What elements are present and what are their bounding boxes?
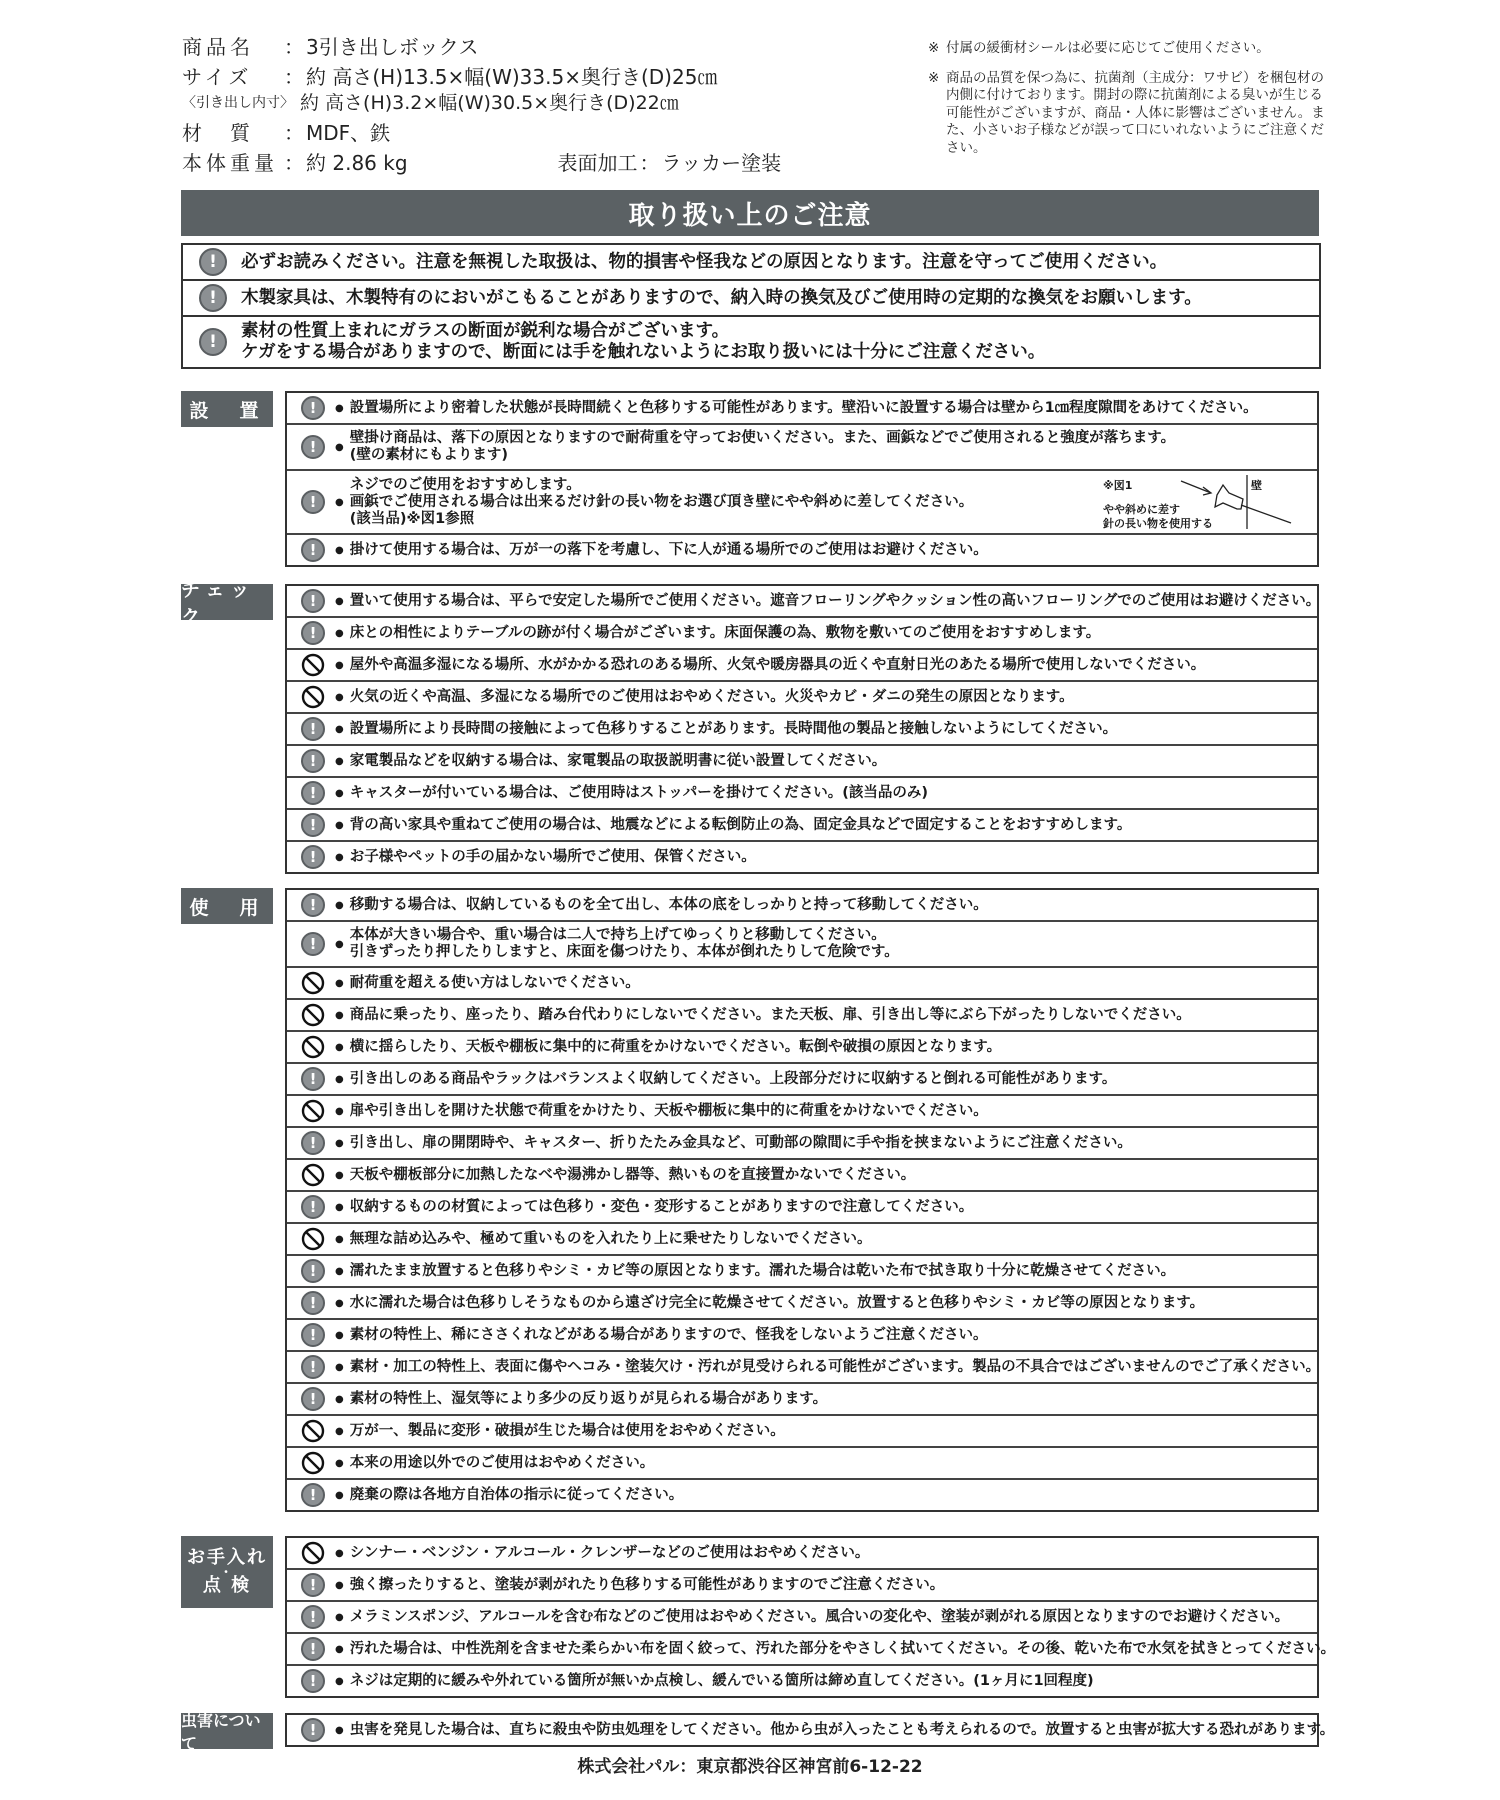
caution-row: ● 屋外や高温多湿になる場所、水がかかる恐れのある場所、火気や暖房器具の近くや直射日光のあたる場所で使用しないでください。: [287, 650, 1317, 682]
bullet: ●: [335, 899, 344, 911]
caution-row: ! ● 素材・加工の特性上、表面に傷やヘコみ・塗装欠け・汚れが見受けられる可能性がございます。製品の不具合ではございませんのでご了承ください。: [287, 1352, 1317, 1384]
caution-icon: !: [301, 1259, 325, 1283]
bullet: ●: [335, 755, 344, 767]
caution-icon: !: [301, 1718, 325, 1742]
pushpin-icon: [1173, 473, 1293, 529]
caution-row: ! ● 廃棄の際は各地方自治体の指示に従ってください。: [287, 1480, 1317, 1510]
spec-weight: 本体重量 ： 約 2.86 kg 表面加工 ： ラッカー塗装: [182, 151, 782, 175]
spec-drawer-inner: 〈引き出し内寸〉 約 高さ(H)3.2×幅(W)30.5×奥行き(D)22㎝: [182, 92, 679, 114]
notes: [928, 40, 1328, 169]
caution-icon: !: [301, 621, 325, 645]
bullet: ●: [335, 1489, 344, 1501]
caution-row: ! ● 虫害を発見した場合は、直ちに殺虫や防虫処理をしてください。他から虫が入ったことも考えられるので。放置すると虫害が拡大する恐れがあります。: [287, 1715, 1317, 1745]
caution-row: ! ● 設置場所により密着した状態が長時間続くと色移りする可能性があります。壁沿いに設置する場合は壁から1㎝程度隙間をあけてください。: [287, 393, 1317, 425]
caution-row: ! ● 濡れたまま放置すると色移りやシミ・カビ等の原因となります。濡れた場合は乾いた布で拭き取り十分に乾燥させてください。: [287, 1256, 1317, 1288]
bullet: ●: [335, 723, 344, 735]
caution-icon: !: [301, 845, 325, 869]
caution-row: ! ● 水に濡れた場合は色移りしそうなものから遠ざけ完全に乾燥させてください。放置すると色移りやシミ・カビ等の原因となります。: [287, 1288, 1317, 1320]
caution-icon: !: [301, 1195, 325, 1219]
bullet: ●: [335, 691, 344, 703]
caution-icon: !: [301, 1323, 325, 1347]
company-address: 株式会社パル：東京都渋谷区神宮前6-12-22: [577, 1757, 923, 1777]
caution-row: ● シンナー・ベンジン・アルコール・クレンザーなどのご使用はおやめください。: [287, 1538, 1317, 1570]
caution-icon: !: [301, 1387, 325, 1411]
bullet: ●: [335, 1073, 344, 1085]
caution-icon: !: [301, 1067, 325, 1091]
prohibited-icon: [301, 1035, 325, 1059]
caution-row: ● 扉や引き出しを開けた状態で荷重をかけたり、天板や棚板に集中的に荷重をかけないでください。: [287, 1096, 1317, 1128]
caution-row: ● 本来の用途以外でのご使用はおやめください。: [287, 1448, 1317, 1480]
bullet: ●: [335, 1361, 344, 1373]
caution-row: ! ● 壁掛け商品は、落下の原因となりますので耐荷重を守ってお使いください。また、画鋲などでご使用されると強度が落ちます。 (壁の素材にもよります): [287, 425, 1317, 471]
page-title: 取り扱い上のご注意: [181, 190, 1319, 236]
bullet: ●: [335, 1105, 344, 1117]
bullet: ●: [335, 977, 344, 989]
bullet: ●: [335, 1137, 344, 1149]
caution-icon: !: [301, 893, 325, 917]
caution-icon: !: [301, 1291, 325, 1315]
caution-icon: !: [301, 813, 325, 837]
prohibited-icon: [301, 1163, 325, 1187]
main-caution-row: ! 素材の性質上まれにガラスの断面が鋭利な場合がございます。 ケガをする場合がありますので、断面には手を触れないようにお取り扱いには十分にご注意ください。: [183, 317, 1319, 367]
caution-row: ! ● 素材の特性上、湿気等により多少の反り返りが見られる場合があります。: [287, 1384, 1317, 1416]
prohibited-icon: [301, 653, 325, 677]
caution-row: ! ● ネジでのご使用をおすすめします。 画鋲でご使用される場合は出来るだけ針の長い物をお選び頂き壁にやや斜めに差してください。 (該当品)※図1参照 ※図1 壁 やや斜めに差す 針の長い物を使用する: [287, 471, 1317, 535]
bullet: ●: [335, 627, 344, 639]
main-caution-row: ! 必ずお読みください。注意を無視した取扱は、物的損害や怪我などの原因となります。注意を守ってご使用ください。: [183, 245, 1319, 281]
caution-list: [285, 1713, 1335, 1747]
bullet: ●: [335, 441, 344, 453]
caution-row: ! ● ネジは定期的に緩みや外れている箇所が無いか点検し、緩んでいる箇所は締め直してください。(1ヶ月に1回程度): [287, 1666, 1317, 1696]
caution-icon: !: [301, 781, 325, 805]
prohibited-icon: [301, 1099, 325, 1123]
caution-row: ! ● 汚れた場合は、中性洗剤を含ませた柔らかい布を固く絞って、汚れた部分をやさしく拭いてください。その後、乾いた布で水気を拭きとってください。: [287, 1634, 1317, 1666]
bullet: ●: [335, 1724, 344, 1736]
bullet: ●: [335, 595, 344, 607]
main-cautions: [181, 243, 1321, 369]
caution-icon: !: [301, 749, 325, 773]
product-specs: [182, 32, 942, 178]
bullet: ●: [335, 496, 344, 508]
section-label: 設 置: [181, 391, 273, 427]
note-item: ※ 商品の品質を保つ為に、抗菌剤（主成分：ワサビ）を梱包材の内側に付けております。開封の際に抗菌剤による臭いが生じる可能性がございますが、商品・人体に影響はございません。また、小さいお子様などが誤って口にいれないようにご注意ください。: [928, 69, 1325, 156]
section-label: 使 用: [181, 888, 273, 924]
bullet: ●: [335, 1169, 344, 1181]
caution-row: ● 横に揺らしたり、天板や棚板に集中的に荷重をかけないでください。転倒や破損の原因となります。: [287, 1032, 1317, 1064]
caution-row: ● 天板や棚板部分に加熱したなべや湯沸かし器等、熱いものを直接置かないでください。: [287, 1160, 1317, 1192]
bullet: ●: [335, 1675, 344, 1687]
section-label: チェック: [181, 584, 273, 620]
caution-row: ! ● お子様やペットの手の届かない場所でご使用、保管ください。: [287, 842, 1317, 872]
caution-icon: !: [199, 248, 227, 276]
caution-row: ! ● 強く擦ったりすると、塗装が剥がれたり色移りする可能性がありますのでご注意ください。: [287, 1570, 1317, 1602]
caution-list: [285, 888, 1319, 1512]
caution-icon: !: [301, 1131, 325, 1155]
prohibited-icon: [301, 685, 325, 709]
caution-row: ● 火気の近くや高温、多湿になる場所でのご使用はおやめください。火災やカビ・ダニの発生の原因となります。: [287, 682, 1317, 714]
caution-row: ● 商品に乗ったり、座ったり、踏み台代わりにしないでください。また天板、扉、引き出し等にぶら下がったりしないでください。: [287, 1000, 1317, 1032]
caution-icon: !: [301, 435, 325, 459]
caution-icon: !: [301, 1483, 325, 1507]
caution-icon: !: [301, 1573, 325, 1597]
prohibited-icon: [301, 1419, 325, 1443]
caution-icon: !: [301, 1605, 325, 1629]
caution-icon: !: [301, 1637, 325, 1661]
caution-icon: !: [301, 589, 325, 613]
caution-row: ! ● 引き出し、扉の開閉時や、キャスター、折りたたみ金具など、可動部の隙間に手や指を挟まないようにご注意ください。: [287, 1128, 1317, 1160]
bullet: ●: [335, 1297, 344, 1309]
main-caution-row: ! 木製家具は、木製特有のにおいがこもることがありますので、納入時の換気及びご使用時の定期的な換気をお願いします。: [183, 281, 1319, 317]
pushpin-figure: ※図1 壁 やや斜めに差す 針の長い物を使用する: [1103, 473, 1303, 529]
bullet: ●: [335, 1611, 344, 1623]
prohibited-icon: [301, 1451, 325, 1475]
prohibited-icon: [301, 1003, 325, 1027]
bullet: ●: [335, 1425, 344, 1437]
caution-row: ! ● 家電製品などを収納する場合は、家電製品の取扱説明書に従い設置してください。: [287, 746, 1317, 778]
caution-row: ! ● 床との相性によりテーブルの跡が付く場合がございます。床面保護の為、敷物を敷いてのご使用をおすすめします。: [287, 618, 1317, 650]
bullet: ●: [335, 1393, 344, 1405]
caution-icon: !: [301, 538, 325, 562]
note-item: ※ 付属の緩衝材シールは必要に応じてご使用ください。: [928, 40, 1270, 56]
caution-row: ● 無理な詰め込みや、極めて重いものを入れたり上に乗せたりしないでください。: [287, 1224, 1317, 1256]
bullet: ●: [335, 819, 344, 831]
caution-list: [285, 391, 1319, 567]
caution-row: ! ● 収納するものの材質によっては色移り・変色・変形することがありますので注意してください。: [287, 1192, 1317, 1224]
spec-size: サイズ ： 約 高さ(H)13.5×幅(W)33.5×奥行き(D)25㎝: [182, 65, 718, 89]
bullet: ●: [335, 1233, 344, 1245]
bullet: ●: [335, 402, 344, 414]
prohibited-icon: [301, 971, 325, 995]
prohibited-icon: [301, 1227, 325, 1251]
bullet: ●: [335, 1457, 344, 1469]
caution-icon: !: [301, 1669, 325, 1693]
caution-row: ● 万が一、製品に変形・破損が生じた場合は使用をおやめください。: [287, 1416, 1317, 1448]
caution-row: ! ● 掛けて使用する場合は、万が一の落下を考慮し、下に人が通る場所でのご使用はお避けください。: [287, 535, 1317, 565]
bullet: ●: [335, 1643, 344, 1655]
caution-icon: !: [301, 1355, 325, 1379]
caution-row: ! ● キャスターが付いている場合は、ご使用時はストッパーを掛けてください。(該当品のみ): [287, 778, 1317, 810]
bullet: ●: [335, 1201, 344, 1213]
caution-row: ! ● 移動する場合は、収納しているものを全て出し、本体の底をしっかりと持って移動してください。: [287, 890, 1317, 922]
section-label: 虫害について: [181, 1713, 273, 1749]
bullet: ●: [335, 1009, 344, 1021]
caution-icon: !: [199, 328, 227, 356]
caution-row: ! ● メラミンスポンジ、アルコールを含む布などのご使用はおやめください。風合いの変化や、塗装が剥がれる原因となりますのでお避けください。: [287, 1602, 1317, 1634]
caution-row: ! ● 引き出しのある商品やラックはバランスよく収納してください。上段部分だけに収納すると倒れる可能性があります。: [287, 1064, 1317, 1096]
bullet: ●: [335, 1547, 344, 1559]
caution-row: ! ● 背の高い家具や重ねてご使用の場合は、地震などによる転倒防止の為、固定金具などで固定することをおすすめします。: [287, 810, 1317, 842]
bullet: ●: [335, 1041, 344, 1053]
caution-row: ! ● 置いて使用する場合は、平らで安定した場所でご使用ください。遮音フローリングやクッション性の高いフローリングでのご使用はお避けください。: [287, 586, 1317, 618]
bullet: ●: [335, 851, 344, 863]
caution-icon: !: [301, 932, 325, 956]
bullet: ●: [335, 1265, 344, 1277]
section-label: お手入れ ・ 点 検: [181, 1536, 273, 1608]
caution-list: [285, 1536, 1336, 1698]
spec-product-name: 商品名 ： 3引き出しボックス: [182, 35, 479, 59]
bullet: ●: [335, 787, 344, 799]
caution-icon: !: [301, 717, 325, 741]
prohibited-icon: [301, 1541, 325, 1565]
caution-row: ! ● 素材の特性上、稀にささくれなどがある場合がありますので、怪我をしないようご注意ください。: [287, 1320, 1317, 1352]
caution-row: ! ● 設置場所により長時間の接触によって色移りすることがあります。長時間他の製品と接触しないようにしてください。: [287, 714, 1317, 746]
caution-row: ● 耐荷重を超える使い方はしないでください。: [287, 968, 1317, 1000]
bullet: ●: [335, 544, 344, 556]
caution-icon: !: [199, 284, 227, 312]
spec-material: 材 質 ： MDF、鉄: [182, 121, 391, 145]
bullet: ●: [335, 1329, 344, 1341]
caution-icon: !: [301, 396, 325, 420]
caution-list: [285, 584, 1319, 874]
caution-row: ! ● 本体が大きい場合や、重い場合は二人で持ち上げてゆっくりと移動してください。 引きずったり押したりしますと、床面を傷つけたり、本体が倒れたりして危険です。: [287, 922, 1317, 968]
caution-icon: !: [301, 490, 325, 514]
bullet: ●: [335, 659, 344, 671]
bullet: ●: [335, 1579, 344, 1591]
bullet: ●: [335, 938, 344, 950]
